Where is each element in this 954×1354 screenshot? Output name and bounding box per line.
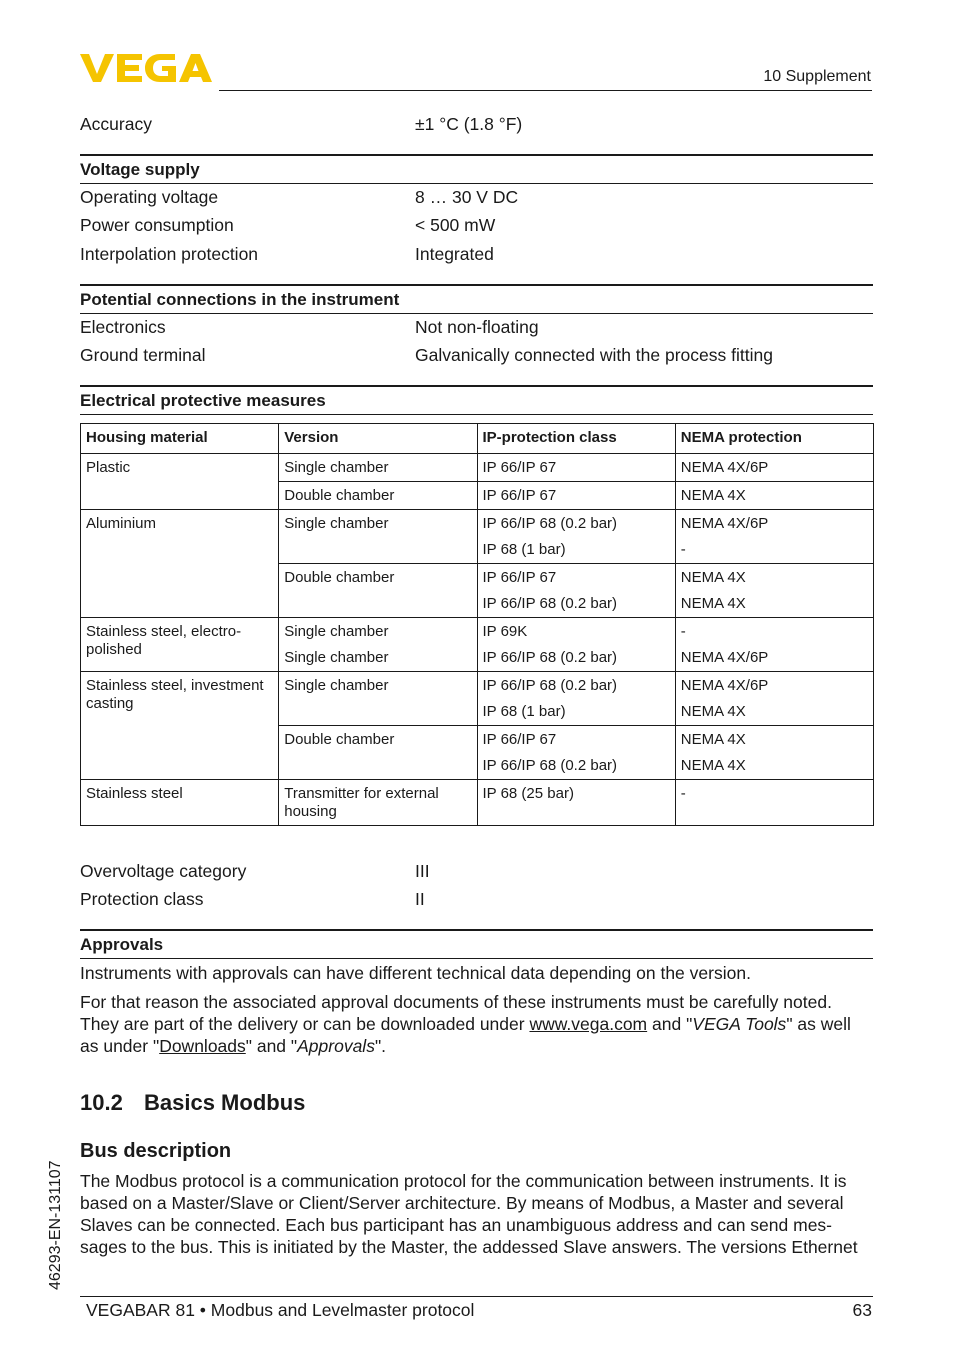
spec-value: Not non-floating xyxy=(415,317,539,337)
column-header: Version xyxy=(279,424,477,454)
approvals-title: Approvals xyxy=(80,935,164,954)
vega-logo xyxy=(80,52,212,89)
ip-class-cell: IP 66/IP 67 IP 66/IP 68 (0.2 bar) xyxy=(477,726,675,780)
spec-value: < 500 mW xyxy=(415,215,496,235)
downloads-link[interactable]: Downloads xyxy=(159,1036,246,1056)
nema-cell: NEMA 4X NEMA 4X xyxy=(675,564,873,618)
spec-value: II xyxy=(415,889,425,909)
section-rule xyxy=(80,958,873,959)
ip-class-cell: IP 66/IP 67 IP 66/IP 68 (0.2 bar) xyxy=(477,564,675,618)
version-cell: Single chamber Single chamber xyxy=(279,618,477,672)
spec-value: Galvanically connected with the process fitting xyxy=(415,345,773,365)
header-divider xyxy=(219,90,872,91)
nema-cell: NEMA 4X/6P - xyxy=(675,510,873,564)
column-header: IP-protection class xyxy=(477,424,675,454)
vega-website-link[interactable]: www.vega.com xyxy=(529,1014,648,1034)
electrical-protective-title: Electrical protective measures xyxy=(80,391,326,410)
section-rule xyxy=(80,313,873,314)
bus-description-title: Bus description xyxy=(80,1140,232,1162)
version-cell: Double chamber xyxy=(279,564,477,618)
version-cell: Double chamber xyxy=(279,482,477,510)
table-row xyxy=(81,672,874,726)
table-row xyxy=(81,618,874,672)
spec-label: Protection class xyxy=(80,889,204,909)
ip-class-cell: IP 66/IP 67 xyxy=(477,454,675,482)
version-cell: Transmitter for external housing xyxy=(279,780,477,826)
ip-class-cell: IP 69K IP 66/IP 68 (0.2 bar) xyxy=(477,618,675,672)
approvals-paragraph: For that reason the associated approval documents of these instruments must be carefully noted. They are part of the delivery or can be downloaded under www.vega.com and "VEGA Tools" as well as under "Downloads" and "Approvals". xyxy=(80,992,851,1056)
spec-label: Electronics xyxy=(80,317,166,337)
table-row xyxy=(81,780,874,826)
housing-material-cell: Stainless steel, investment casting xyxy=(81,672,279,780)
accuracy-value: ±1 °C (1.8 °F) xyxy=(415,114,523,134)
housing-material-cell: Stainless steel, electro-polished xyxy=(81,618,279,672)
potential-connections-title: Potential connections in the instrument xyxy=(80,290,400,309)
spec-label: Interpolation protection xyxy=(80,244,259,264)
housing-material-cell: Aluminium xyxy=(81,510,279,618)
spec-label: Overvoltage category xyxy=(80,861,247,881)
section-rule xyxy=(80,385,873,387)
header-section-label: 10 Supplement xyxy=(763,68,871,85)
ip-class-cell: IP 66/IP 68 (0.2 bar) IP 68 (1 bar) xyxy=(477,510,675,564)
version-cell: Double chamber xyxy=(279,726,477,780)
table-row xyxy=(81,454,874,482)
footer-title: VEGABAR 81 • Modbus and Levelmaster protocol xyxy=(86,1300,475,1320)
nema-cell: NEMA 4X/6P NEMA 4X xyxy=(675,672,873,726)
nema-cell: NEMA 4X xyxy=(675,482,873,510)
housing-material-cell: Plastic xyxy=(81,454,279,510)
voltage-supply-title: Voltage supply xyxy=(80,160,200,179)
nema-cell: - NEMA 4X/6P xyxy=(675,618,873,672)
version-cell: Single chamber xyxy=(279,454,477,482)
nema-cell: - xyxy=(675,780,873,826)
nema-cell: NEMA 4X NEMA 4X xyxy=(675,726,873,780)
bus-description-text: The Modbus protocol is a communication protocol for the communication between instruments. It is based on a Master/Slave or Client/Server architecture. By means of Modbus, a Master and several Slaves can be connected. Each bus participant has an unambiguous address and can send mes-sages to the bus. This is initiated by the Master, the addessed Slave answers. The versions Ethernet xyxy=(80,1171,858,1257)
housing-material-cell: Stainless steel xyxy=(81,780,279,826)
spec-label: Operating voltage xyxy=(80,187,219,207)
accuracy-label: Accuracy xyxy=(80,114,152,134)
column-header: NEMA protection xyxy=(675,424,873,454)
version-cell: Single chamber xyxy=(279,510,477,564)
footer-divider xyxy=(80,1296,873,1297)
section-heading: 10.2 Basics Modbus xyxy=(80,1090,306,1115)
spec-value: III xyxy=(415,861,430,881)
spec-value: Integrated xyxy=(415,244,494,264)
ip-class-cell: IP 66/IP 67 xyxy=(477,482,675,510)
section-rule xyxy=(80,183,873,184)
section-rule xyxy=(80,414,873,415)
spec-value: 8 … 30 V DC xyxy=(415,187,519,207)
spec-label: Ground terminal xyxy=(80,345,206,365)
table-row xyxy=(81,510,874,564)
section-rule xyxy=(80,929,873,931)
section-rule xyxy=(80,154,873,156)
protection-table xyxy=(80,423,874,826)
column-header: Housing material xyxy=(81,424,279,454)
section-rule xyxy=(80,284,873,286)
version-cell: Single chamber xyxy=(279,672,477,726)
ip-class-cell: IP 66/IP 68 (0.2 bar) IP 68 (1 bar) xyxy=(477,672,675,726)
page-number: 63 xyxy=(852,1300,872,1320)
nema-cell: NEMA 4X/6P xyxy=(675,454,873,482)
ip-class-cell: IP 68 (25 bar) xyxy=(477,780,675,826)
document-code: 46293-EN-131107 xyxy=(47,1160,64,1290)
spec-label: Power consumption xyxy=(80,215,234,235)
approvals-paragraph: Instruments with approvals can have different technical data depending on the version. xyxy=(80,963,751,983)
table-header-row xyxy=(81,424,874,454)
